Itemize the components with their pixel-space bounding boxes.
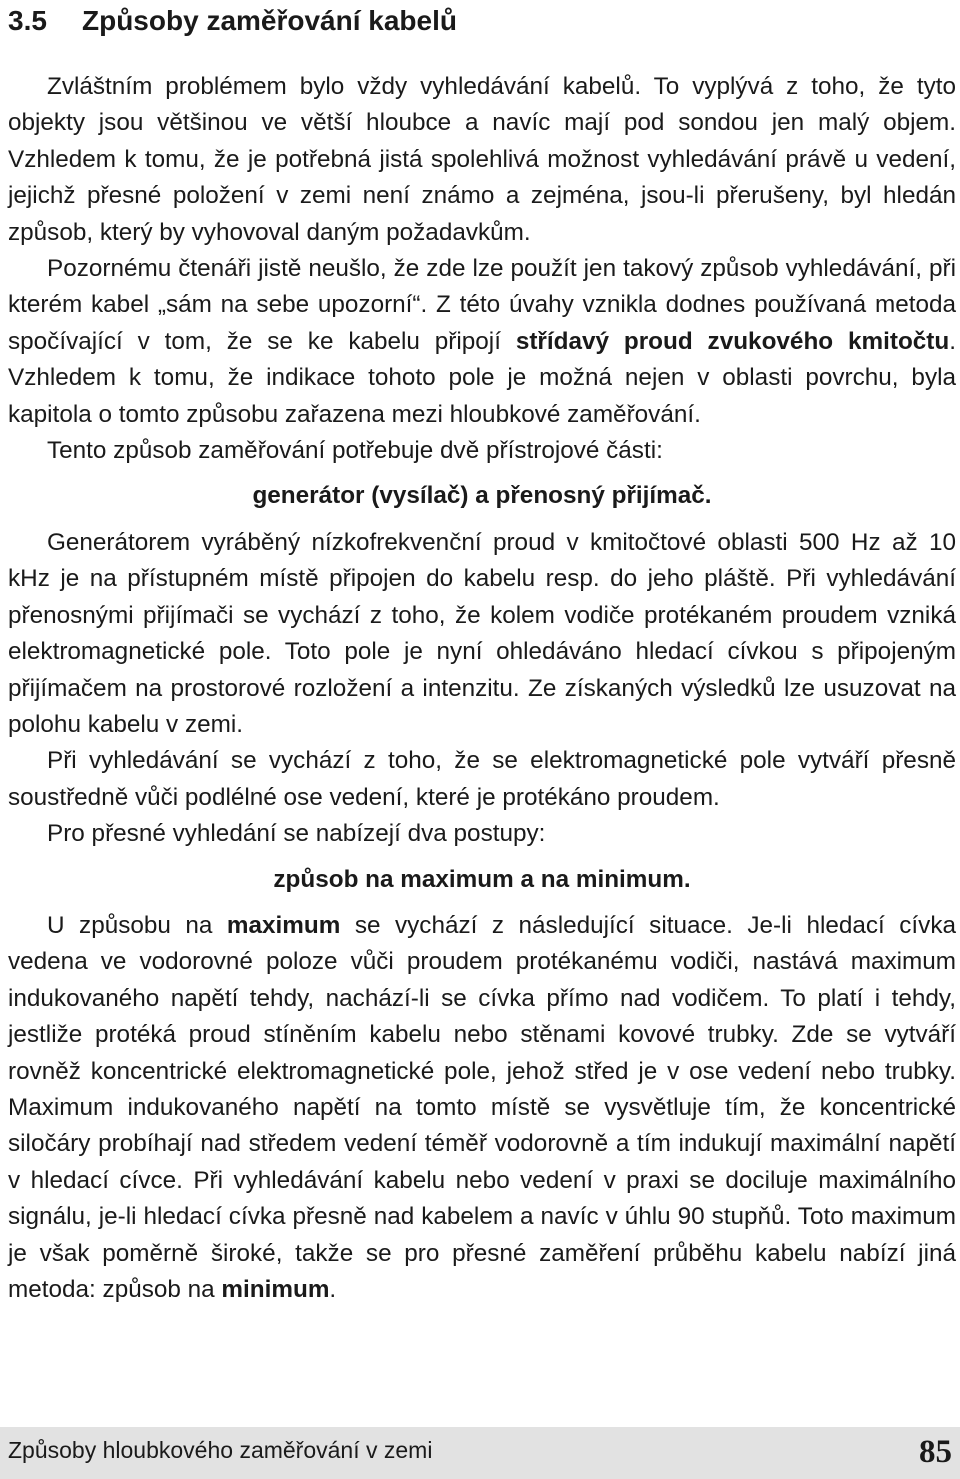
section-heading bbox=[8, 4, 457, 38]
paragraph-7-bold-1: maximum bbox=[226, 911, 341, 939]
centered-emphasis-1: generátor (vysílač) a přenosný přijímač. bbox=[252, 482, 712, 510]
body-text bbox=[8, 69, 956, 1308]
paragraph-2-bold: střídavý proud zvukového kmitočtu bbox=[515, 327, 950, 355]
section-number: 3.5 bbox=[8, 5, 47, 36]
paragraph-7-text-b: se vychází z následující situace. Je-li hledací cívka vedena ve vodorovné poloze vůči proudem protékanému vodiči, nastává maximum indukovaného napětí tehdy, nachází-li se cívka přímo nad vodičem. To platí i tehdy, jestliže protéká proud stíněním kabelu nebo stěnami kovové trubky. Zde se vytváří rovněž koncentrické elektromagnetické pole, jehož střed je v ose vedení nebo trubky. Maximum indukovaného napětí na tomto místě se vysvětluje tím, že koncentrické siločáry probíhají nad středem vedení téměř vodorovně a tím indukují maximální napětí v hledací cívce. Při vyhledávání kabelu nebo vedení v praxi se dociluje maximálního signálu, je-li hledací cívka přesně nad kabelem a navíc v úhlu 90 stupňů. Toto maximum je však poměrně široké, takže se pro přesné zaměření průběhu kabelu nabízí jiná metoda: způsob na bbox=[8, 911, 956, 1303]
section-title: Způsoby zaměřování kabelů bbox=[82, 5, 457, 36]
paragraph-6: Pro přesné vyhledání se nabízejí dva postupy: bbox=[47, 820, 546, 848]
page-number: 85 bbox=[919, 1434, 952, 1470]
paragraph-2-text-a: Pozornému čtenáři jistě neušlo, že zde lze použít jen takový způsob vyhledávání, při kterém kabel „sám na sebe upozorní“. Z této úvahy vznikla dodnes používaná metoda spočívající v tom, že se ke kabelu připojí bbox=[8, 255, 956, 355]
paragraph-5: Při vyhledávání se vychází z toho, že se elektromagnetické pole vytváří přesně soustředně vůči podlélné ose vedení, které je protékáno proudem. bbox=[8, 747, 956, 811]
paragraph-3: Tento způsob zaměřování potřebuje dvě přístrojové části: bbox=[47, 437, 663, 465]
footer-title: Způsoby hloubkového zaměřování v zemi bbox=[8, 1437, 433, 1463]
paragraph-7-text-c: . bbox=[329, 1276, 337, 1303]
paragraph-7 bbox=[8, 908, 956, 1308]
paragraph-2-text-b: . Vzhledem k tomu, že indikace tohoto pole je možná nejen v oblasti povrchu, byla kapitola o tomto způsobu zařazena mezi hloubkové zaměřování. bbox=[8, 327, 956, 428]
paragraph-2 bbox=[8, 251, 956, 433]
paragraph-4: Generátorem vyráběný nízkofrekvenční proud v kmitočtové oblasti 500 Hz až 10 kHz je na přístupném místě připojen do kabelu resp. do jeho pláště. Při vyhledávání přenosnými přijímači se vychází z toho, že kolem vodiče protékaném proudem vzniká elektromagnetické pole. Toto pole je nyní ohledáváno hledací cívkou s připojeným přijímačem na prostorové rozložení a intenzitu. Ze získaných výsledků lze usuzovat na polohu kabelu v zemi. bbox=[8, 528, 956, 738]
paragraph-7-text-a: U způsobu na bbox=[47, 911, 227, 939]
paragraph-1: Zvláštním problémem bylo vždy vyhledávání kabelů. To vyplývá z toho, že tyto objekty jsou většinou ve větší hloubce a navíc mají pod sondou jen malý objem. Vzhledem k tomu, že je potřebná jistá spolehlivá možnost vyhledávání právě u vedení, jejichž přesné položení v zemi není známo a zejména, jsou-li přerušeny, byl hledán způsob, který by vyhovoval daným požadavkům. bbox=[8, 73, 956, 246]
centered-emphasis-2: způsob na maximum a na minimum. bbox=[273, 865, 691, 893]
page-footer bbox=[0, 1427, 960, 1479]
paragraph-7-bold-2: minimum bbox=[221, 1276, 330, 1303]
